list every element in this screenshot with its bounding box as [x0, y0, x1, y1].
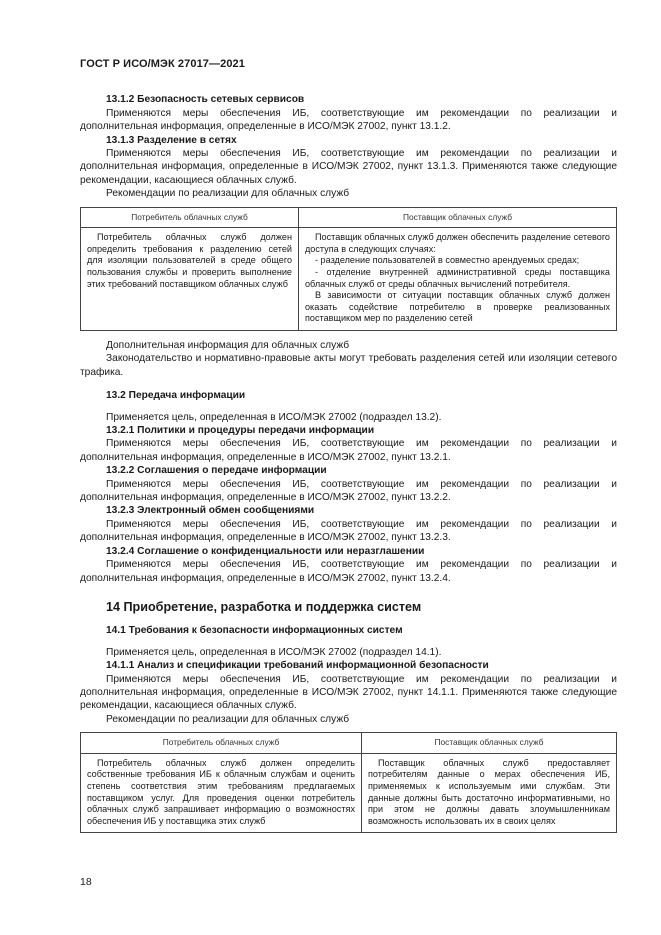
additional-info-label: Дополнительная информация для облачных служб [106, 340, 350, 351]
table2-header-consumer: Потребитель облачных служб [81, 733, 362, 754]
table1-provider-item-2: - отделение внутренней административной среды поставщика облачных служб от среды облачных вычислений потребителя. [305, 267, 610, 289]
table2-provider-cell [362, 753, 617, 833]
table1-consumer-cell [81, 228, 299, 331]
section-13-2-title: 13.2 Передача информации [106, 390, 246, 402]
table2-header-provider: Поставщик облачных служб [362, 733, 617, 754]
table2-provider-text: Поставщик облачных служб предоставляет потребителям данные о мерах обеспечения ИБ, применяемых к используемым ими службам. Эти данные должны быть достаточно информативными, но при этом не должны давать злоумышленникам возможность использовать их в своих целях [368, 757, 610, 826]
table2-consumer-cell [81, 753, 362, 833]
section-13-2-3-text: Применяются меры обеспечения ИБ, соответствующие им рекомендации по реализации и дополнительная информация, определенные в ИСО/МЭК 27002, пункт 13.2.3. [80, 518, 617, 544]
section-13-2-2-title: 13.2.2 Соглашения о передаче информации [106, 465, 327, 477]
table1-header-consumer: Потребитель облачных служб [81, 207, 299, 228]
recommendations-label-2: Рекомендации по реализации для облачных служб [106, 713, 350, 725]
recommendations-table-1 [80, 207, 617, 331]
document-page [80, 58, 617, 841]
table1-header-provider: Поставщик облачных служб [299, 207, 617, 228]
table1-provider-item-1: - разделение пользователей в совместно арендуемых средах; [315, 255, 580, 266]
section-13-2-4-title: 13.2.4 Соглашение о конфиденциальности или неразглашении [106, 545, 425, 557]
section-13-2-1-text: Применяются меры обеспечения ИБ, соответствующие им рекомендации по реализации и дополнительная информация, определенные в ИСО/МЭК 27002, пункт 13.2.1. [80, 438, 617, 463]
section-14-1-1-text: Применяются меры обеспечения ИБ, соответствующие им рекомендации по реализации и дополнительная информация, определенные в ИСО/МЭК 27002, пункт 14.1.1. Применяются также следующие рекомендации, касающиеся облачных служб. [80, 673, 617, 712]
recommendations-table-2 [80, 732, 617, 833]
section-13-1-3-title: 13.1.3 Разделение в сетях [106, 134, 237, 146]
table2-consumer-text: Потребитель облачных служб должен определить собственные требования ИБ к облачным службам и оценить степень соответствия этим требованиям предлагаемых поставщиком услуг. Для проведения оценки потребитель облачных служб запрашивает информацию о возможностях обеспечения ИБ у поставщика этих служб [87, 757, 355, 826]
section-14-1-title: 14.1 Требования к безопасности информационных систем [106, 625, 403, 637]
section-14-1-text: Применяется цель, определенная в ИСО/МЭК 27002 (подраздел 14.1). [106, 646, 442, 658]
section-14-1-1-title: 14.1.1 Анализ и спецификации требований информационной безопасности [106, 660, 489, 672]
section-13-2-3-title: 13.2.3 Электронный обмен сообщениями [106, 505, 315, 517]
section-13-1-2-text: Применяются меры обеспечения ИБ, соответствующие им рекомендации по реализации и дополнительная информация, определенные в ИСО/МЭК 27002, пункт 13.1.2. [80, 107, 617, 133]
document-header: ГОСТ Р ИСО/МЭК 27017—2021 [80, 58, 245, 70]
section-14-title: 14 Приобретение, разработка и поддержка систем [106, 599, 422, 614]
section-13-2-1-title: 13.2.1 Политики и процедуры передачи информации [106, 425, 375, 437]
section-13-1-3-text: Применяются меры обеспечения ИБ, соответствующие им рекомендации по реализации и дополнительная информация, определенные в ИСО/МЭК 27002, пункт 13.1.3. Применяются также следующие рекомендации, касающиеся облачных служб. [80, 148, 617, 186]
table1-consumer-text: Потребитель облачных служб должен определить требования к разделению сетей для изоляции пользователей в среде общего пользования службы и проверить выполнение этих требований поставщиком облачных служб [87, 232, 292, 289]
page-number: 18 [80, 876, 92, 888]
recommendations-label-1: Рекомендации по реализации для облачных служб [106, 188, 350, 200]
additional-info-text: Законодательство и нормативно-правовые акты могут требовать разделения сетей или изоляции сетевого трафика. [80, 353, 617, 378]
section-13-2-text: Применяется цель, определенная в ИСО/МЭК 27002 (подраздел 13.2). [106, 411, 442, 423]
table1-provider-cell [299, 228, 617, 331]
table1-provider-intro: Поставщик облачных служб должен обеспечить разделение сетевого доступа в следующих случаях: [305, 232, 610, 254]
section-13-1-2-title: 13.1.2 Безопасность сетевых сервисов [106, 94, 305, 106]
section-13-2-2-text: Применяются меры обеспечения ИБ, соответствующие им рекомендации по реализации и дополнительная информация, определенные в ИСО/МЭК 27002, пункт 13.2.2. [80, 478, 617, 504]
table1-provider-outro: В зависимости от ситуации поставщик облачных служб должен оказать содействие потребителю в проверке реализованных поставщиком мер по разделению сетей [305, 290, 610, 324]
section-13-2-4-text: Применяются меры обеспечения ИБ, соответствующие им рекомендации по реализации и дополнительная информация, определенные в ИСО/МЭК 27002, пункт 13.2.4. [80, 559, 617, 584]
